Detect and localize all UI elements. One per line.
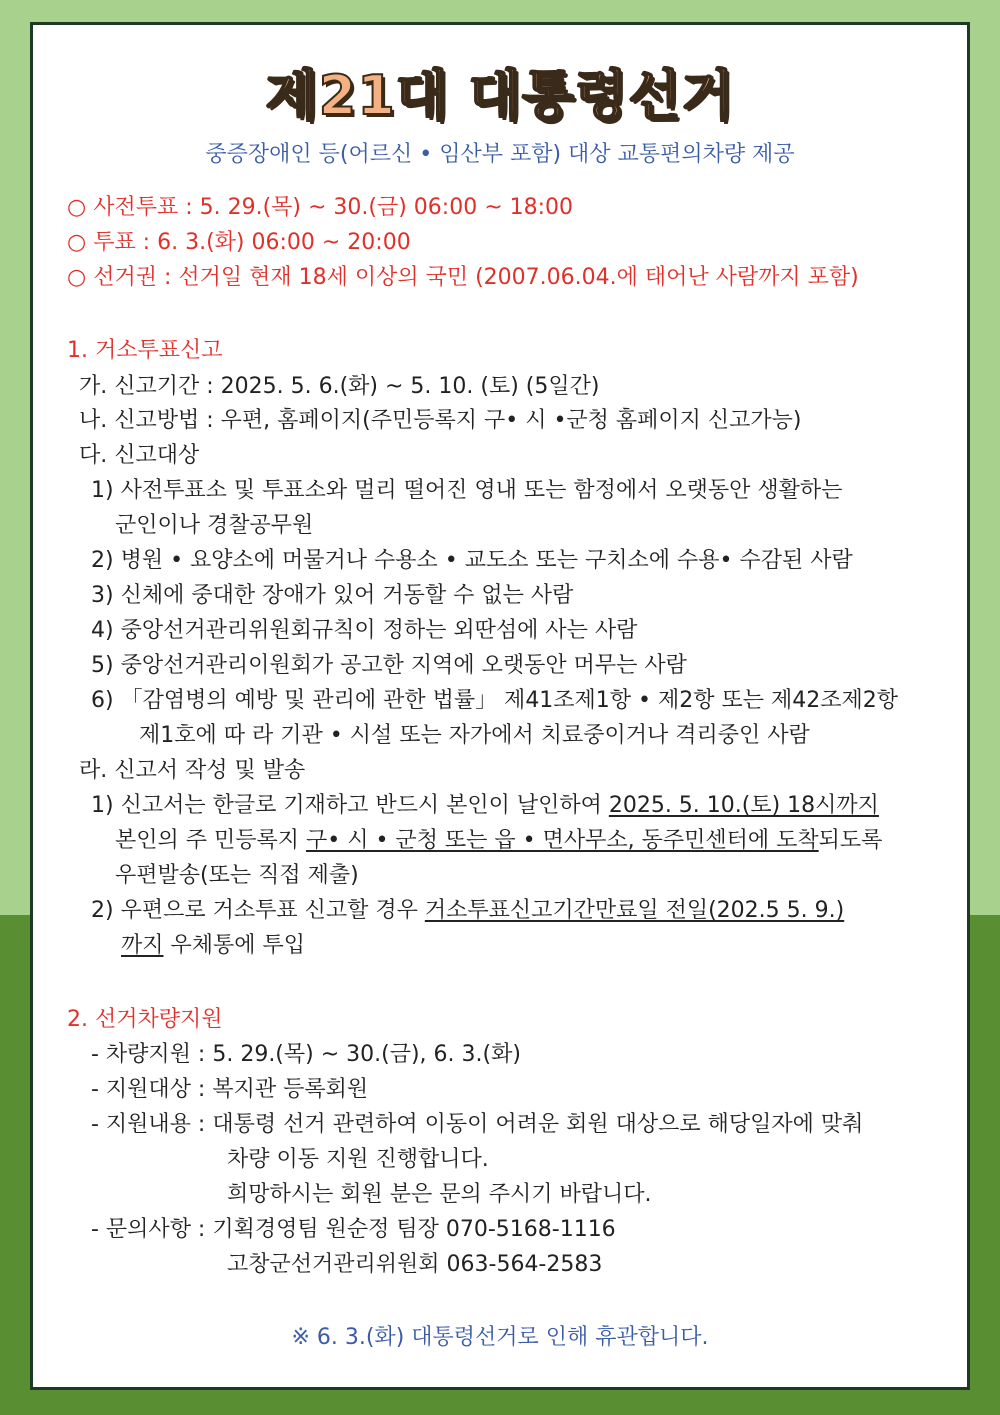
form-mail-deadline: 거소투표신고기간만료일 전일(202.5 5. 9.) bbox=[424, 898, 845, 923]
target-item-2: 2) 병원 • 요양소에 머물거나 수용소 • 교도소 또는 구치소에 수용• 수감된 사람 bbox=[91, 548, 853, 573]
schedule-voting-day: ○ 투표 : 6. 3.(화) 06:00 ~ 20:00 bbox=[67, 230, 411, 255]
form-item-2-cont: 까지 우체통에 투입 bbox=[121, 933, 306, 958]
section1-heading: 1. 거소투표신고 bbox=[67, 338, 223, 363]
vehicle-support-content-cont2: 희망하시는 회원 분은 문의 주시기 바랍니다. bbox=[227, 1182, 652, 1207]
vehicle-support-content-cont: 차량 이동 지원 진행합니다. bbox=[227, 1147, 489, 1172]
contact-info-cont: 고창군선거관리위원회 063-564-2583 bbox=[227, 1252, 603, 1277]
section2-heading: 2. 선거차량지원 bbox=[67, 1007, 223, 1032]
vehicle-support-target: - 지원대상 : 복지관 등록회원 bbox=[91, 1077, 369, 1102]
form-deadline: 2025. 5. 10.(토) 18시까지 bbox=[608, 793, 879, 818]
page-title: 제21대 대통령선거 bbox=[265, 64, 735, 127]
notice-card bbox=[30, 22, 970, 1390]
vehicle-support-dates: - 차량지원 : 5. 29.(목) ~ 30.(금), 6. 3.(화) bbox=[91, 1042, 521, 1067]
form-item-1-cont2: 우편발송(또는 직접 제출) bbox=[115, 863, 359, 888]
contact-info: - 문의사항 : 기획경영팀 원순정 팀장 070-5168-1116 bbox=[91, 1217, 616, 1242]
section1-period: 가. 신고기간 : 2025. 5. 6.(화) ~ 5. 10. (토) (5일간) bbox=[79, 374, 600, 399]
schedule-voting-rights: ○ 선거권 : 선거일 현재 18세 이상의 국민 (2007.06.04.에 태어난 사람까지 포함) bbox=[67, 265, 859, 290]
target-item-3: 3) 신체에 중대한 장애가 있어 거동할 수 없는 사람 bbox=[91, 583, 574, 608]
target-item-4: 4) 중앙선거관리위원회규칙이 정하는 외딴섬에 사는 사람 bbox=[91, 618, 638, 643]
section1-method: 나. 신고방법 : 우편, 홈페이지(주민등록지 구• 시 •군청 홈페이지 신고가능) bbox=[79, 408, 802, 433]
target-item-1: 1) 사전투표소 및 투표소와 멀리 떨어진 영내 또는 함정에서 오랫동안 생활하는 bbox=[91, 478, 843, 503]
closure-notice: ※ 6. 3.(화) 대통령선거로 인해 휴관합니다. bbox=[291, 1325, 709, 1350]
target-item-1-cont: 군인이나 경찰공무원 bbox=[115, 513, 314, 538]
schedule-early-voting: ○ 사전투표 : 5. 29.(목) ~ 30.(금) 06:00 ~ 18:00 bbox=[67, 195, 574, 220]
form-destination: 구• 시 • 군청 또는 읍 • 면사무소, 동주민센터에 도착 bbox=[306, 828, 819, 853]
form-item-1-cont: 본인의 주 민등록지 구• 시 • 군청 또는 읍 • 면사무소, 동주민센터에 도착되도록 bbox=[115, 828, 883, 853]
target-item-5: 5) 중앙선거관리이원회가 공고한 지역에 오랫동안 머무는 사람 bbox=[91, 653, 687, 678]
page-subtitle: 중증장애인 등(어르신 • 임산부 포함) 대상 교통편의차량 제공 bbox=[205, 142, 795, 167]
vehicle-support-content: - 지원내용 : 대통령 선거 관련하여 이동이 어려운 회원 대상으로 해당일자에 맞춰 bbox=[91, 1112, 864, 1137]
section1-form-heading: 라. 신고서 작성 및 발송 bbox=[79, 758, 306, 783]
target-item-6-cont: 제1호에 따 라 기관 • 시설 또는 자가에서 치료중이거나 격리중인 사람 bbox=[139, 723, 810, 748]
section1-target-heading: 다. 신고대상 bbox=[79, 443, 200, 468]
target-item-6: 6) 「감염병의 예방 및 관리에 관한 법률」 제41조제1항 • 제2항 또는 제42조제2항 bbox=[91, 688, 899, 713]
form-item-1: 1) 신고서는 한글로 기재하고 반드시 본인이 날인하여 2025. 5. 10.(토) 18시까지 bbox=[91, 793, 879, 818]
form-item-2: 2) 우편으로 거소투표 신고할 경우 거소투표신고기간만료일 전일(202.5 5. 9.) bbox=[91, 898, 845, 923]
